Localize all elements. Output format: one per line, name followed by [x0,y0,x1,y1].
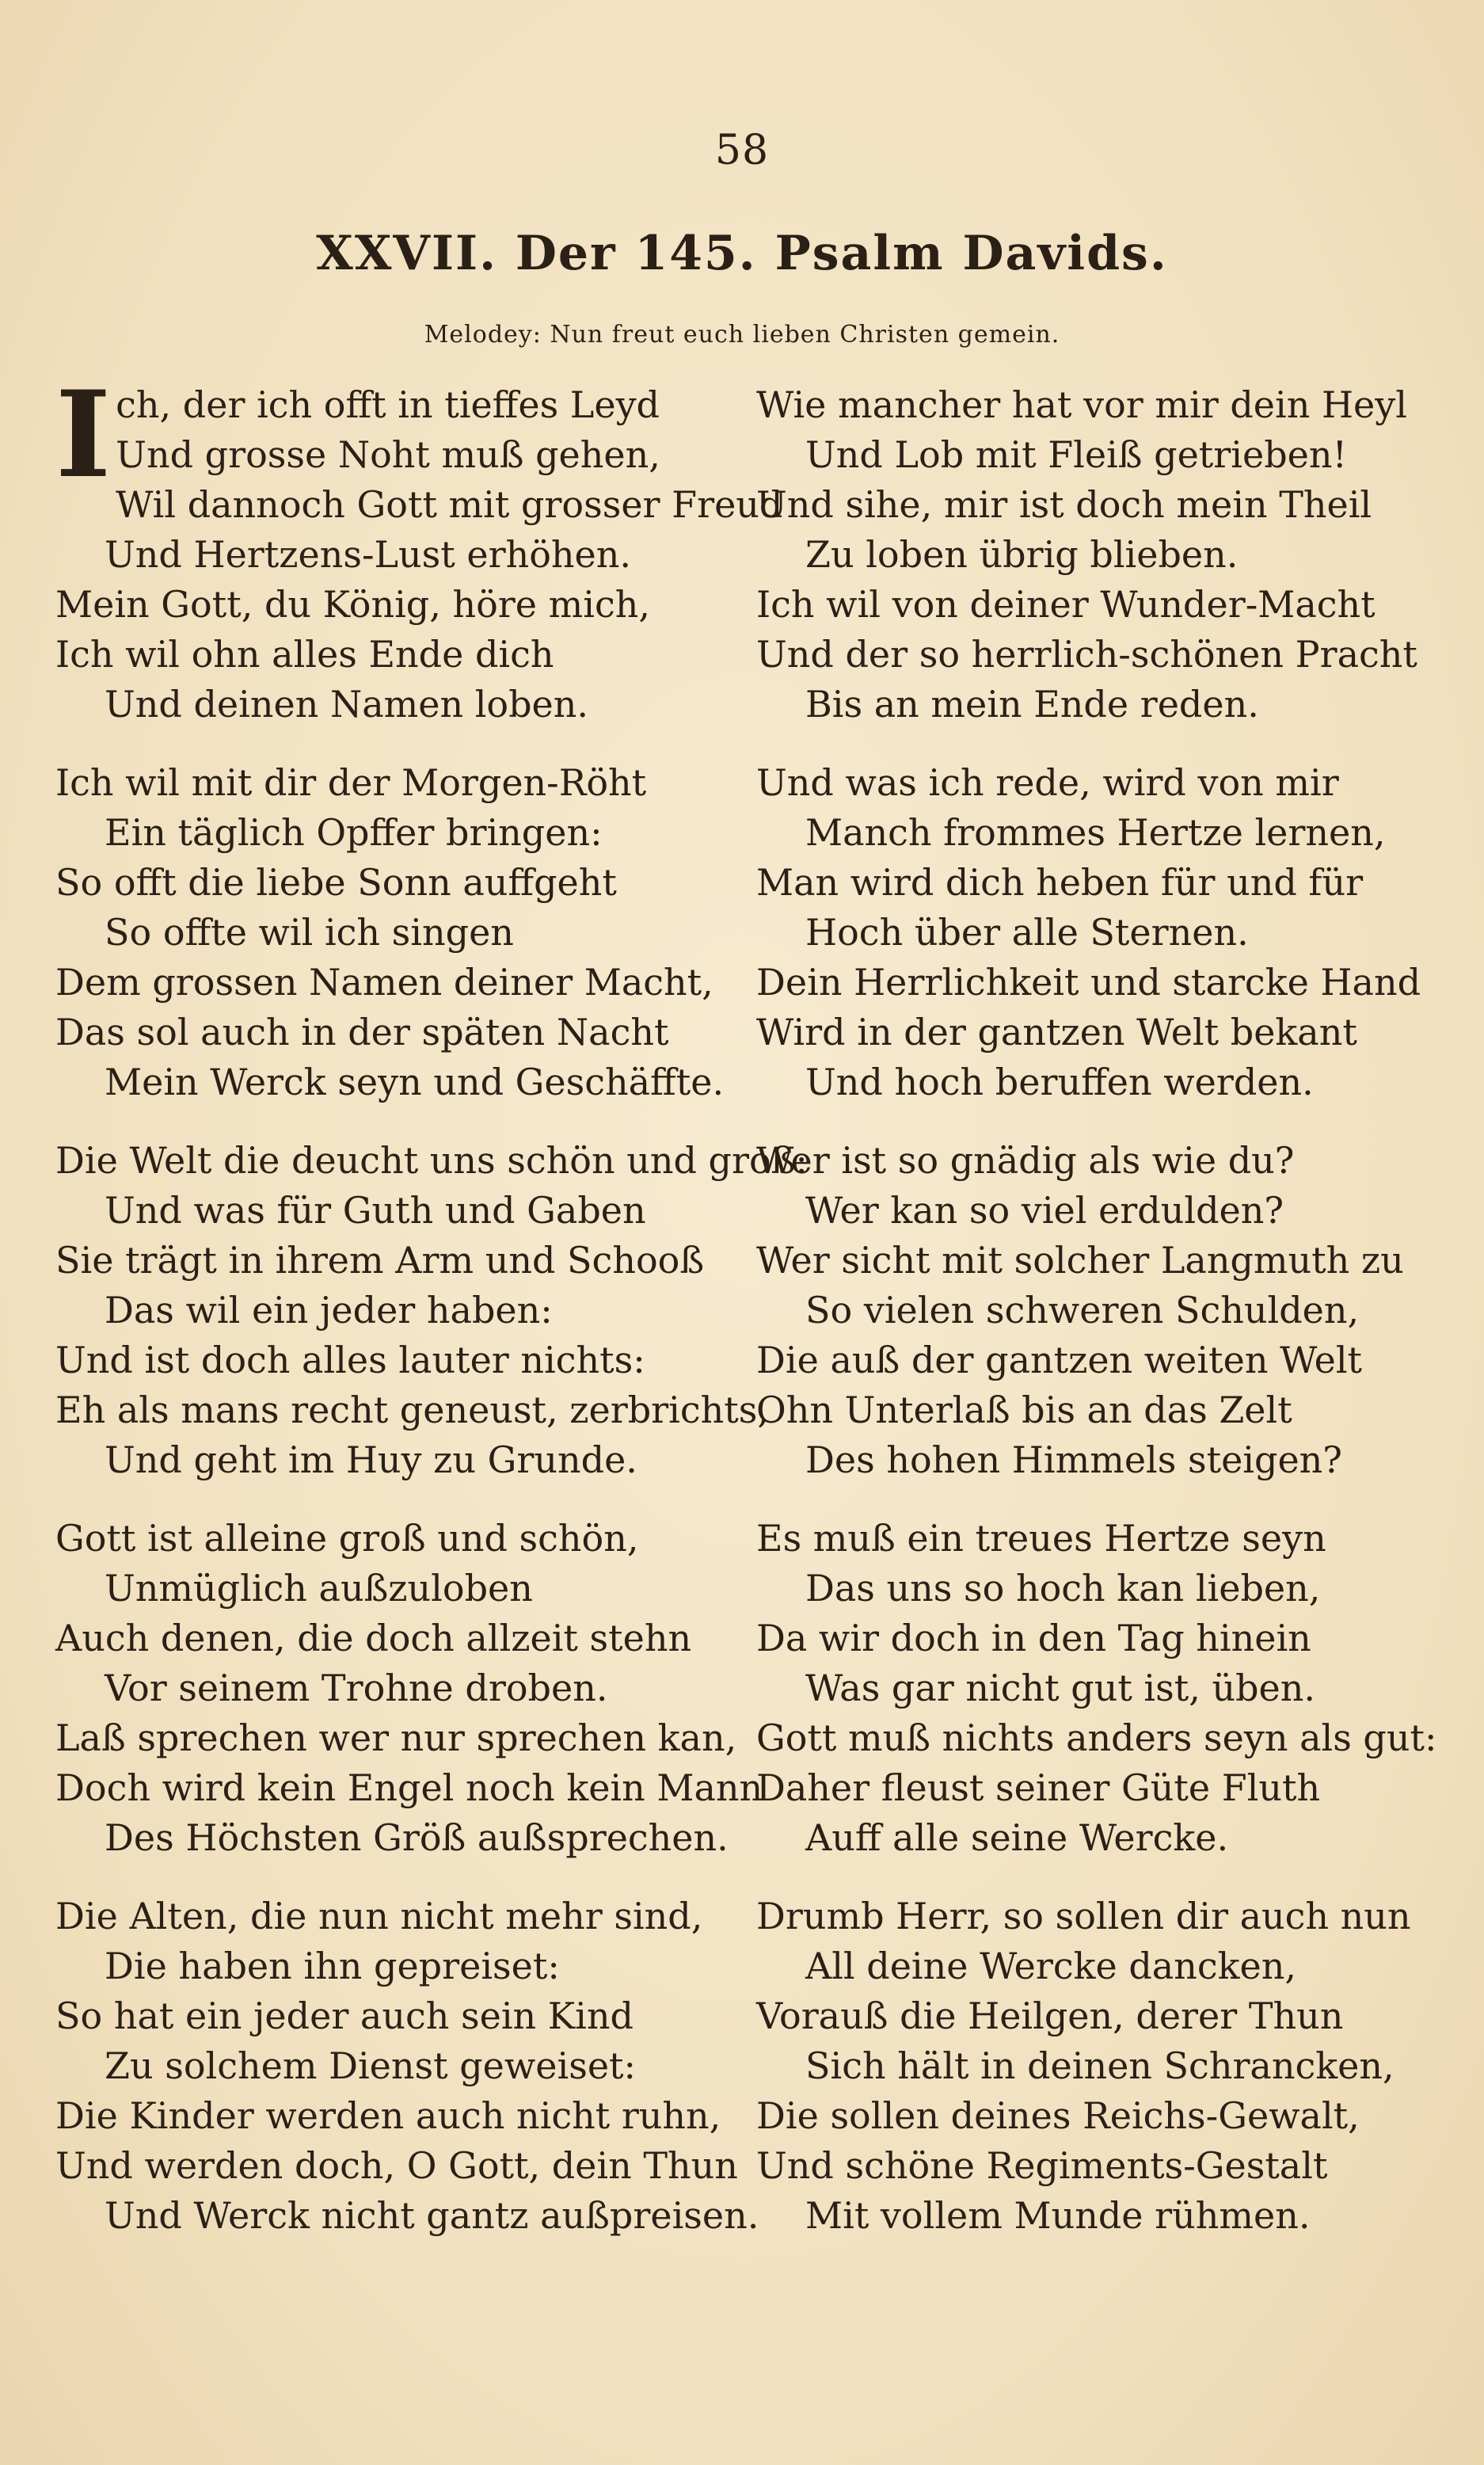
verse-line: Was gar nicht gut ist, üben. [805,1667,1316,1709]
verse-line: Und hoch beruffen werden. [805,1061,1314,1103]
stanza-1 [55,365,783,730]
verse-line: Und was ich rede, wird von mir [756,761,1339,804]
page-number: 58 [714,127,770,174]
verse-line: Und ist doch alles lauter nichts: [55,1339,645,1381]
stanza-8 [756,1136,1453,1485]
verse-line: Zu loben übrig blieben. [805,533,1239,576]
verse-line: Dem grossen Namen deiner Macht, [55,961,713,1004]
verse-line: Und schöne Regiments-Gestalt [756,2144,1328,2187]
verse-line: So vielen schweren Schulden, [805,1289,1360,1332]
stanza-4 [55,1514,763,1863]
stanza-3 [55,1136,808,1485]
verse-line: So offte wil ich singen [105,911,514,954]
verse-line: So hat ein jeder auch sein Kind [55,1994,634,2037]
verse-line: ch, der ich offt in tieffes Leyd [116,383,660,426]
stanza-5 [55,1892,759,2241]
verse-line: Und Hertzens-Lust erhöhen. [105,533,632,576]
verse-line: Das sol auch in der späten Nacht [55,1011,669,1053]
verse-line: Das wil ein jeder haben: [105,1289,553,1332]
verse-line: Hoch über alle Sternen. [805,911,1249,954]
verse-line: Vorauß die Heilgen, derer Thun [756,1994,1344,2037]
stanza-7 [756,758,1453,1107]
verse-line: Es muß ein treues Hertze seyn [756,1517,1326,1560]
left-column [55,365,808,2269]
verse-line: Und was für Guth und Gaben [105,1189,646,1232]
verse-line: Man wird dich heben für und für [756,861,1364,904]
verse-line: Sich hält in deinen Schrancken, [805,2044,1395,2087]
verse-line: Und geht im Huy zu Grunde. [105,1438,637,1481]
verse-line: Da wir doch in den Tag hinein [756,1617,1311,1659]
verse-line: Und grosse Noht muß gehen, [116,433,660,476]
verse-line: Die auß der gantzen weiten Welt [756,1339,1363,1381]
verse-line: Das uns so hoch kan lieben, [805,1567,1321,1610]
verse-line: Ich wil von deiner Wunder-Macht [756,583,1376,626]
verse-line: Die Kinder werden auch nicht ruhn, [55,2094,721,2137]
verse-line: Ohn Unterlaß bis an das Zelt [756,1389,1292,1431]
verse-line: Vor seinem Trohne droben. [105,1667,608,1709]
melody-note: Melodey: Nun freut euch lieben Christen gemein. [424,321,1060,349]
drop-cap: I [55,365,112,505]
verse-line: Unmüglich außzuloben [105,1567,533,1610]
stanza-10 [756,1892,1453,2241]
verse-line: Wer ist so gnädig als wie du? [756,1139,1295,1182]
verse-line: Die sollen deines Reichs-Gewalt, [756,2094,1360,2137]
verse-line: Und sihe, mir ist doch mein Theil [756,483,1372,526]
verse-line: Die Alten, die nun nicht mehr sind, [55,1895,703,1937]
verse-line: Des Höchsten Größ außsprechen. [105,1816,729,1859]
verse-line: Mein Gott, du König, höre mich, [55,583,650,626]
verse-line: All deine Wercke dancken, [805,1945,1296,1987]
verse-line: So offt die liebe Sonn auffgeht [55,861,617,904]
hymn-title: XXVII. Der 145. Psalm Davids. [316,226,1168,281]
verse-line: Und Werck nicht gantz außpreisen. [105,2194,759,2237]
verse-line: Manch frommes Hertze lernen, [805,811,1386,854]
verse-line: Und der so herrlich-schönen Pracht [756,633,1417,676]
verse-line: Und Lob mit Fleiß getrieben! [805,433,1347,476]
verse-line: Und werden doch, O Gott, dein Thun [55,2144,738,2187]
verse-line: Daher fleust seiner Güte Fluth [756,1766,1321,1809]
verse-line: Mit vollem Munde rühmen. [805,2194,1311,2237]
verse-line: Die haben ihn gepreiset: [105,1945,560,1987]
verse-line: Sie trägt in ihrem Arm und Schooß [55,1239,705,1282]
verse-line: Ein täglich Opffer bringen: [105,811,603,854]
verse-line: Doch wird kein Engel noch kein Mann [55,1766,763,1809]
verse-line: Wie mancher hat vor mir dein Heyl [756,383,1407,426]
verse-line: Wird in der gantzen Welt bekant [756,1011,1357,1053]
stanza-6 [756,380,1453,730]
verse-line: Auff alle seine Wercke. [805,1816,1229,1859]
verse-line: Des hohen Himmels steigen? [805,1438,1342,1481]
verse-line: Ich wil mit dir der Morgen-Röht [55,761,647,804]
verse-line: Bis an mein Ende reden. [805,683,1259,726]
verse-line: Wil dannoch Gott mit grosser Freud [116,483,783,526]
verse-line: Gott muß nichts anders seyn als gut: [756,1716,1437,1759]
verse-line: Ich wil ohn alles Ende dich [55,633,554,676]
verse-line: Laß sprechen wer nur sprechen kan, [55,1716,737,1759]
verse-line: Wer kan so viel erdulden? [805,1189,1284,1232]
stanza-2 [55,758,752,1107]
verse-line: Dein Herrlichkeit und starcke Hand [756,961,1421,1004]
stanza-9 [756,1514,1453,1863]
verse-line: Eh als mans recht geneust, zerbrichts, [55,1389,769,1431]
verse-line: Auch denen, die doch allzeit stehn [55,1617,692,1659]
right-column [756,380,1453,2269]
verse-line: Mein Werck seyn und Geschäffte. [105,1061,725,1103]
verse-line: Gott ist alleine groß und schön, [55,1517,639,1560]
verse-line: Zu solchem Dienst geweiset: [105,2044,637,2087]
verse-line: Und deinen Namen loben. [105,683,589,726]
verse-line: Drumb Herr, so sollen dir auch nun [756,1895,1411,1937]
verse-line: Wer sicht mit solcher Langmuth zu [756,1239,1404,1282]
verse-line: Die Welt die deucht uns schön und groß: [55,1139,808,1182]
